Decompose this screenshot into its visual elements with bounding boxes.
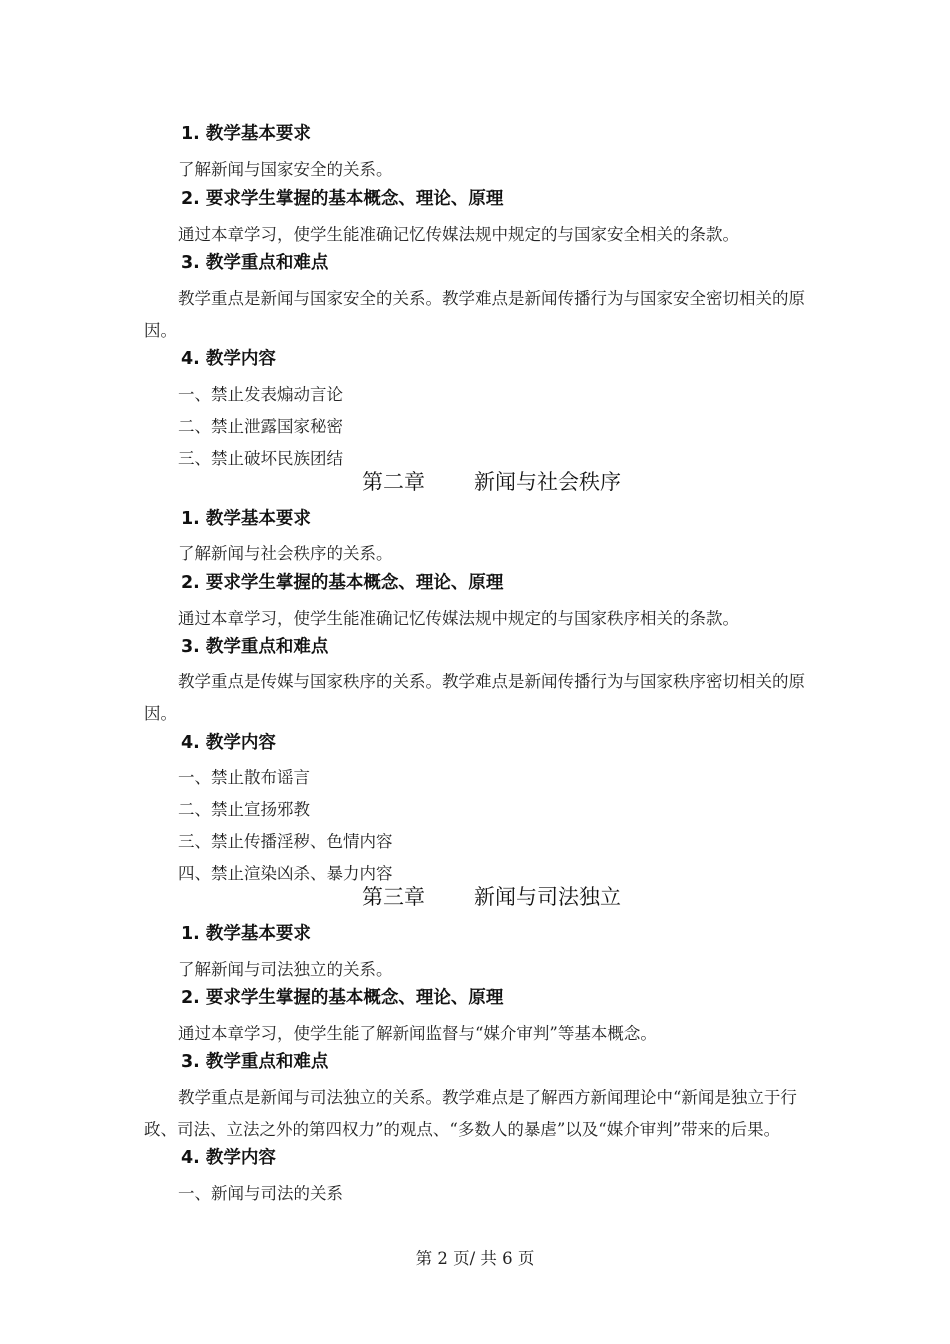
section-heading-focus: 3. 教学重点和难点 — [181, 637, 329, 657]
content-list-item: 一、新闻与司法的关系 — [178, 1184, 343, 1203]
paragraph-focus-line-1: 教学重点是新闻与司法独立的关系。教学难点是了解西方新闻理论中“新闻是独立于行 — [178, 1088, 797, 1107]
chapter-name: 新闻与司法独立 — [474, 885, 621, 909]
content-list-item: 二、禁止宣扬邪教 — [178, 800, 310, 819]
section-heading-content: 4. 教学内容 — [181, 1148, 276, 1168]
paragraph-focus-line-2: 因。 — [144, 321, 177, 340]
section-heading-basic-requirements: 1. 教学基本要求 — [181, 924, 311, 944]
paragraph-basic-requirements: 了解新闻与社会秩序的关系。 — [178, 544, 393, 563]
section-heading-concepts: 2. 要求学生掌握的基本概念、理论、原理 — [181, 189, 504, 209]
page-footer: 第 2 页/ 共 6 页 — [415, 1249, 535, 1268]
paragraph-concepts: 通过本章学习，使学生能准确记忆传媒法规中规定的与国家安全相关的条款。 — [178, 225, 739, 244]
content-list-item: 一、禁止散布谣言 — [178, 768, 310, 787]
paragraph-basic-requirements: 了解新闻与司法独立的关系。 — [178, 960, 393, 979]
content-list-item: 二、禁止泄露国家秘密 — [178, 417, 343, 436]
chapter-name: 新闻与社会秩序 — [474, 470, 621, 494]
section-heading-basic-requirements: 1. 教学基本要求 — [181, 124, 311, 144]
chapter-number: 第三章 — [362, 885, 425, 909]
paragraph-concepts: 通过本章学习，使学生能准确记忆传媒法规中规定的与国家秩序相关的条款。 — [178, 609, 739, 628]
paragraph-basic-requirements: 了解新闻与国家安全的关系。 — [178, 160, 393, 179]
chapter-number: 第二章 — [362, 470, 425, 494]
section-heading-focus: 3. 教学重点和难点 — [181, 253, 329, 273]
chapter-title — [362, 466, 621, 496]
content-list-item: 三、禁止传播淫秽、色情内容 — [178, 832, 393, 851]
paragraph-concepts: 通过本章学习，使学生能了解新闻监督与“媒介审判”等基本概念。 — [178, 1024, 657, 1043]
paragraph-focus-line-1: 教学重点是传媒与国家秩序的关系。教学难点是新闻传播行为与国家秩序密切相关的原 — [178, 672, 805, 691]
content-list-item: 三、禁止破坏民族团结 — [178, 449, 343, 468]
paragraph-focus-line-1: 教学重点是新闻与国家安全的关系。教学难点是新闻传播行为与国家安全密切相关的原 — [178, 289, 805, 308]
chapter-title — [362, 881, 621, 911]
content-list-item: 四、禁止渲染凶杀、暴力内容 — [178, 864, 393, 883]
section-heading-basic-requirements: 1. 教学基本要求 — [181, 509, 311, 529]
section-heading-content: 4. 教学内容 — [181, 733, 276, 753]
paragraph-focus-line-2: 因。 — [144, 704, 177, 723]
content-list-item: 一、禁止发表煽动言论 — [178, 385, 343, 404]
paragraph-focus-line-2: 政、司法、立法之外的第四权力”的观点、“多数人的暴虐”以及“媒介审判”带来的后果。 — [144, 1120, 781, 1139]
section-heading-concepts: 2. 要求学生掌握的基本概念、理论、原理 — [181, 573, 504, 593]
section-heading-focus: 3. 教学重点和难点 — [181, 1052, 329, 1072]
section-heading-content: 4. 教学内容 — [181, 349, 276, 369]
section-heading-concepts: 2. 要求学生掌握的基本概念、理论、原理 — [181, 988, 504, 1008]
